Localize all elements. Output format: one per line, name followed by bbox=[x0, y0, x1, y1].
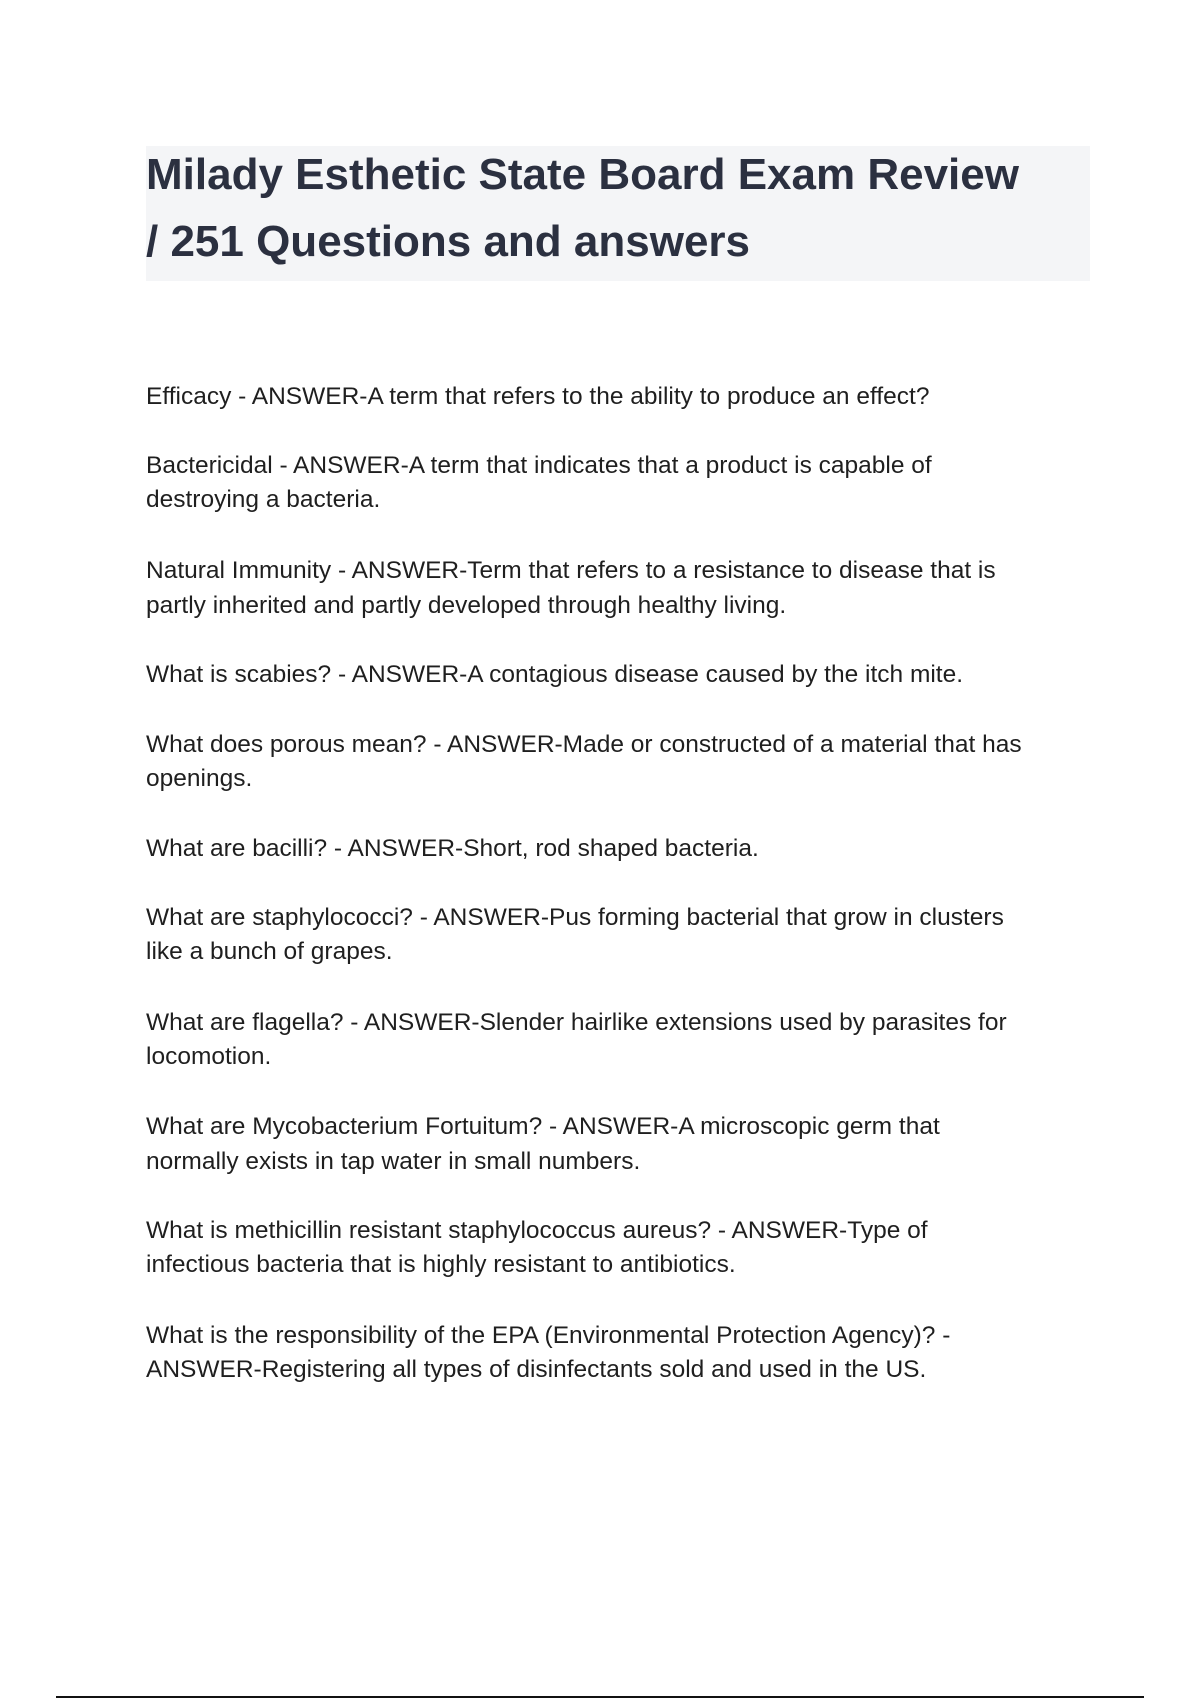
qa-line: Efficacy - ANSWER-A term that refers to the ability to produce an effect? bbox=[146, 383, 930, 410]
qa-line: Bactericidal - ANSWER-A term that indicates that a product is capable of bbox=[146, 452, 932, 479]
qa-line: infectious bacteria that is highly resistant to antibiotics. bbox=[146, 1251, 736, 1278]
qa-line: What are staphylococci? - ANSWER-Pus forming bacterial that grow in clusters bbox=[146, 904, 1004, 931]
document-title-line-2: / 251 Questions and answers bbox=[146, 217, 751, 266]
qa-line: Natural Immunity - ANSWER-Term that refers to a resistance to disease that is bbox=[146, 557, 996, 584]
qa-line: destroying a bacteria. bbox=[146, 486, 381, 513]
qa-line: normally exists in tap water in small numbers. bbox=[146, 1148, 641, 1175]
qa-line: What are flagella? - ANSWER-Slender hairlike extensions used by parasites for bbox=[146, 1009, 1007, 1036]
document-title-block bbox=[146, 146, 1090, 281]
qa-line: What is methicillin resistant staphylococcus aureus? - ANSWER-Type of bbox=[146, 1217, 928, 1244]
document-title-line-1: Milady Esthetic State Board Exam Review bbox=[146, 150, 1019, 199]
qa-line: locomotion. bbox=[146, 1043, 272, 1070]
qa-line: What is scabies? - ANSWER-A contagious disease caused by the itch mite. bbox=[146, 661, 964, 688]
qa-line: What does porous mean? - ANSWER-Made or constructed of a material that has bbox=[146, 731, 1022, 758]
qa-line: ANSWER-Registering all types of disinfectants sold and used in the US. bbox=[146, 1356, 927, 1383]
qa-line: What are bacilli? - ANSWER-Short, rod shaped bacteria. bbox=[146, 835, 759, 862]
qa-line: What are Mycobacterium Fortuitum? - ANSWER-A microscopic germ that bbox=[146, 1113, 940, 1140]
qa-line: openings. bbox=[146, 765, 253, 792]
qa-line: partly inherited and partly developed through healthy living. bbox=[146, 592, 787, 619]
qa-line: like a bunch of grapes. bbox=[146, 938, 393, 965]
qa-line: What is the responsibility of the EPA (Environmental Protection Agency)? - bbox=[146, 1322, 951, 1349]
footer-divider bbox=[56, 1696, 1144, 1698]
